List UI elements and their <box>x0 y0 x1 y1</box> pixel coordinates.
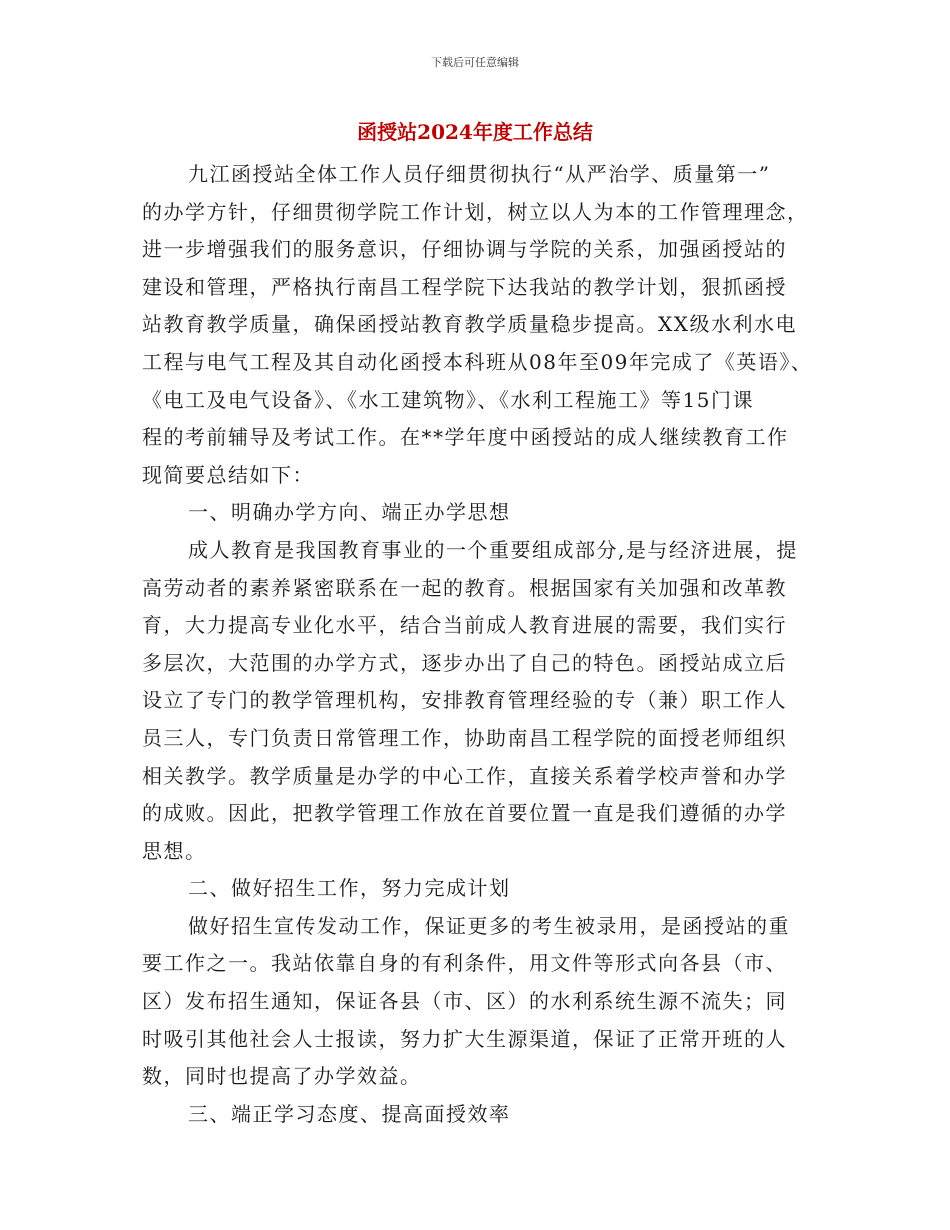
body-line: 九江函授站全体工作人员仔细贯彻执行“从严治学、质量第一” <box>188 162 771 186</box>
body-line: 《电工及电气设备》、《水工建筑物》、《水利工程施工》等15门课 <box>142 387 754 412</box>
body-line: 做好招生宣传发动工作，保证更多的考生被录用，是函授站的重 <box>188 913 790 938</box>
body-line: 时吸引其他社会人士报读，努力扩大生源渠道，保证了正常开班的人 <box>142 1026 787 1051</box>
body-line: 程的考前辅导及考试工作。在**学年度中函授站的成人继续教育工作 <box>142 425 789 450</box>
body-line: 数，同时也提高了办学效益。 <box>142 1064 422 1089</box>
body-line: 思想。 <box>142 838 207 863</box>
body-line: 育，大力提高专业化水平，结合当前成人教育进展的需要，我们实行 <box>142 613 787 638</box>
document-body <box>142 156 822 1133</box>
body-line: 的成败。因此，把教学管理工作放在首要位置一直是我们遵循的办学 <box>142 801 787 826</box>
body-line: 站教育教学质量，确保函授站教育教学质量稳步提高。XX级水利水电 <box>142 312 797 337</box>
body-line: 三、端正学习态度、提高面授效率 <box>188 1101 511 1126</box>
body-line: 员三人，专门负责日常管理工作，协助南昌工程学院的面授老师组织 <box>142 725 787 750</box>
body-line: 工程与电气工程及其自动化函授本科班从08年至09年完成了《英语》、 <box>142 349 813 374</box>
body-line: 建设和管理，严格执行南昌工程学院下达我站的教学计划，狠抓函授 <box>142 274 787 299</box>
body-line: 高劳动者的素养紧密联系在一起的教育。根据国家有关加强和改革教 <box>142 575 787 600</box>
body-line: 二、做好招生工作，努力完成计划 <box>188 876 511 901</box>
body-line: 现简要总结如下： <box>142 462 314 487</box>
body-line: 多层次，大范围的办学方式，逐步办出了自己的特色。函授站成立后 <box>142 650 787 675</box>
body-line: 成人教育是我国教育事业的一个重要组成部分,是与经济进展，提 <box>188 537 798 562</box>
body-line: 进一步增强我们的服务意识，仔细协调与学院的关系，加强函授站的 <box>142 237 787 262</box>
document-title: 函授站2024年度工作总结 <box>357 120 593 144</box>
header-note: 下载后可任意编辑 <box>431 56 519 69</box>
body-line: 的办学方针，仔细贯彻学院工作计划，树立以人为本的工作管理理念， <box>142 199 809 224</box>
body-line: 一、明确办学方向、端正办学思想 <box>188 500 511 525</box>
body-line: 区）发布招生通知，保证各县（市、区）的水利系统生源不流失；同 <box>142 989 787 1014</box>
body-line: 相关教学。教学质量是办学的中心工作，直接关系着学校声誉和办学 <box>142 763 787 788</box>
body-line: 要工作之一。我站依靠自身的有利条件，用文件等形式向各县（市、 <box>142 951 787 976</box>
body-line: 设立了专门的教学管理机构，安排教育管理经验的专（兼）职工作人 <box>142 688 787 713</box>
